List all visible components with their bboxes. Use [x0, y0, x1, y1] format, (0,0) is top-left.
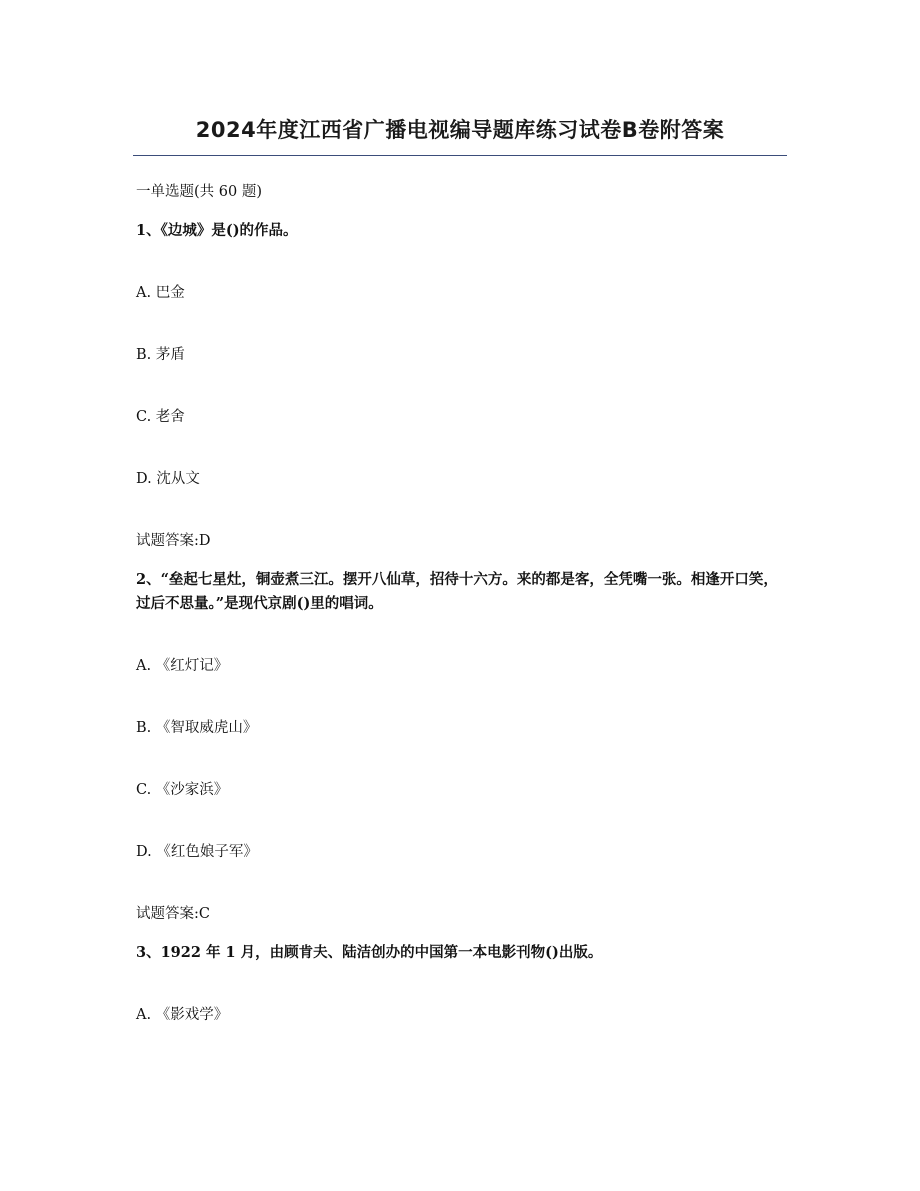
- question-2-option-b: B. 《智取威虎山》: [136, 720, 258, 736]
- question-1-option-b: B. 茅盾: [136, 347, 185, 363]
- question-1-option-d: D. 沈从文: [136, 471, 200, 487]
- question-3-stem: 3、1922 年 1 月，由顾肯夫、陆洁创办的中国第一本电影刊物()出版。: [136, 944, 603, 961]
- section-heading: 一单选题(共 60 题): [136, 184, 262, 200]
- question-1-stem: 1、《边城》是()的作品。: [136, 222, 298, 239]
- question-2-option-a: A. 《红灯记》: [136, 658, 229, 674]
- question-2-stem: 2、“垒起七星灶，铜壶煮三江。摆开八仙草，招待十六方。来的都是客，全凭嘴一张。相逢开口笑，过后不思量。”是现代京剧()里的唱词。: [136, 571, 778, 612]
- question-2-option-d: D. 《红色娘子军》: [136, 844, 258, 860]
- question-1-option-a: A. 巴金: [136, 285, 185, 301]
- question-2-option-c: C. 《沙家浜》: [136, 782, 229, 798]
- title-underline: [133, 155, 787, 156]
- question-2-answer: 试题答案:C: [136, 906, 210, 922]
- question-3-option-a: A. 《影戏学》: [136, 1007, 229, 1023]
- question-1-answer: 试题答案:D: [136, 533, 211, 549]
- question-1-option-c: C. 老舍: [136, 409, 185, 425]
- document-title: 2024年度江西省广播电视编导题库练习试卷B卷附答案: [195, 118, 725, 142]
